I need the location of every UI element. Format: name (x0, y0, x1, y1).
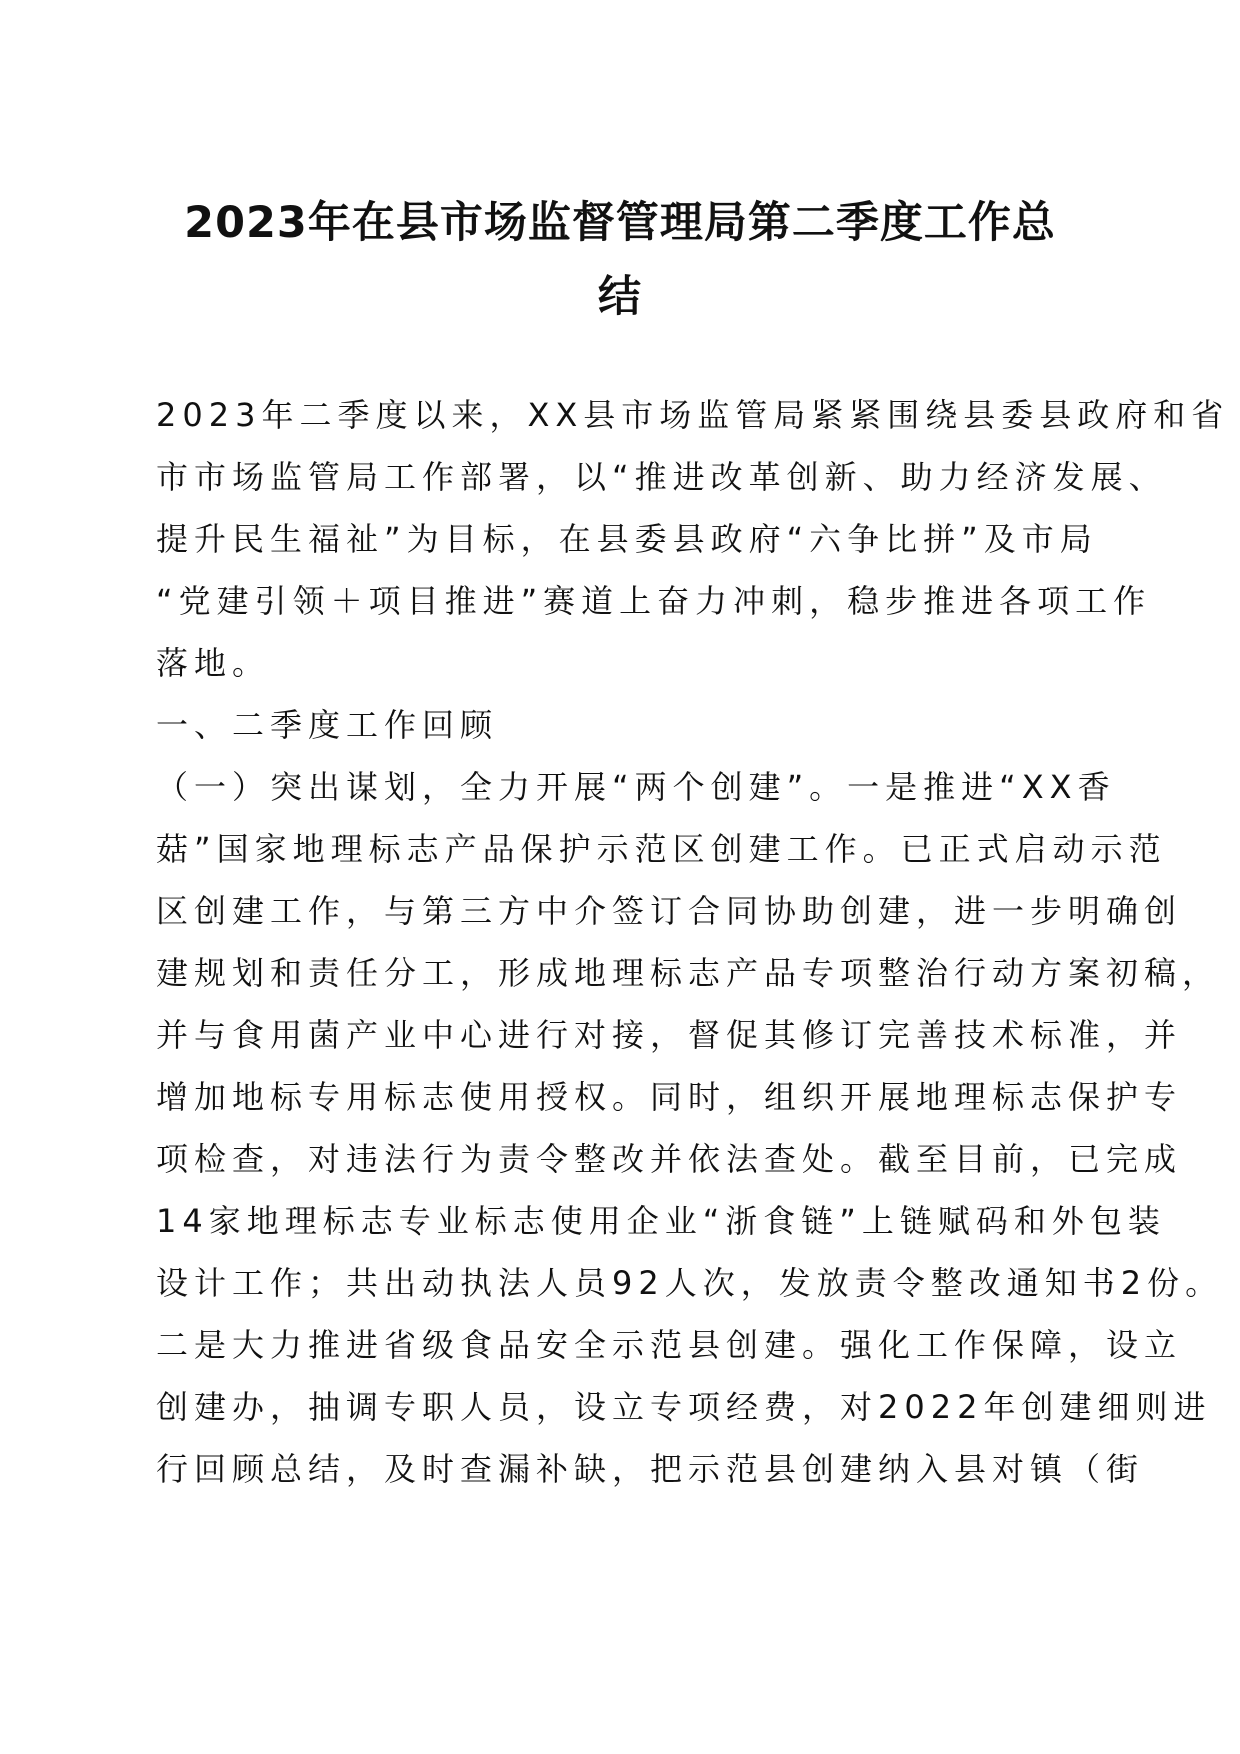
body-line-section-4: 建规划和责任分工，形成地理标志产品专项整治行动方案初稿， (156, 954, 1221, 992)
body-line-section-5: 并与食用菌产业中心进行对接，督促其修订完善技术标准，并 (156, 1016, 1183, 1054)
body-line-section-1: （一）突出谋划，全力开展“两个创建”。一是推进“XX香 (156, 768, 1116, 806)
document-body (156, 384, 1230, 1500)
document-title-line-2: 结 (598, 272, 642, 322)
body-line-intro-1: 2023年二季度以来，XX县市场监管局紧紧围绕县委县政府和省 (156, 396, 1230, 434)
document-title-line-1: 2023年在县市场监督管理局第二季度工作总 (184, 198, 1056, 248)
body-line-section-8: 14家地理标志专业标志使用企业“浙食链”上链赋码和外包装 (156, 1202, 1166, 1240)
body-line-section-2: 菇”国家地理标志产品保护示范区创建工作。已正式启动示范 (156, 830, 1167, 868)
body-line-section-7: 项检查，对违法行为责令整改并依法查处。截至目前，已完成 (156, 1140, 1183, 1178)
body-line-section-6: 增加地标专用标志使用授权。同时，组织开展地理标志保护专 (156, 1078, 1183, 1116)
body-line-section-12: 行回顾总结，及时查漏补缺，把示范县创建纳入县对镇（街 (156, 1450, 1145, 1488)
body-line-section-10: 二是大力推进省级食品安全示范县创建。强化工作保障，设立 (156, 1326, 1183, 1364)
body-line-section-3: 区创建工作，与第三方中介签订合同协助创建，进一步明确创 (156, 892, 1183, 930)
body-line-intro-4: “党建引领＋项目推进”赛道上奋力冲刺，稳步推进各项工作 (156, 582, 1152, 620)
section-heading: 一、二季度工作回顾 (156, 706, 499, 744)
body-line-intro-2: 市市场监管局工作部署，以“推进改革创新、助力经济发展、 (156, 458, 1167, 496)
body-line-intro-5: 落地。 (156, 644, 271, 682)
body-line-section-11: 创建办，抽调专职人员，设立专项经费，对2022年创建细则进 (156, 1388, 1212, 1426)
body-line-intro-3: 提升民生福祉”为目标，在县委县政府“六争比拼”及市局 (156, 520, 1098, 558)
body-line-section-9: 设计工作；共出动执法人员92人次，发放责令整改通知书2份。 (156, 1264, 1224, 1302)
